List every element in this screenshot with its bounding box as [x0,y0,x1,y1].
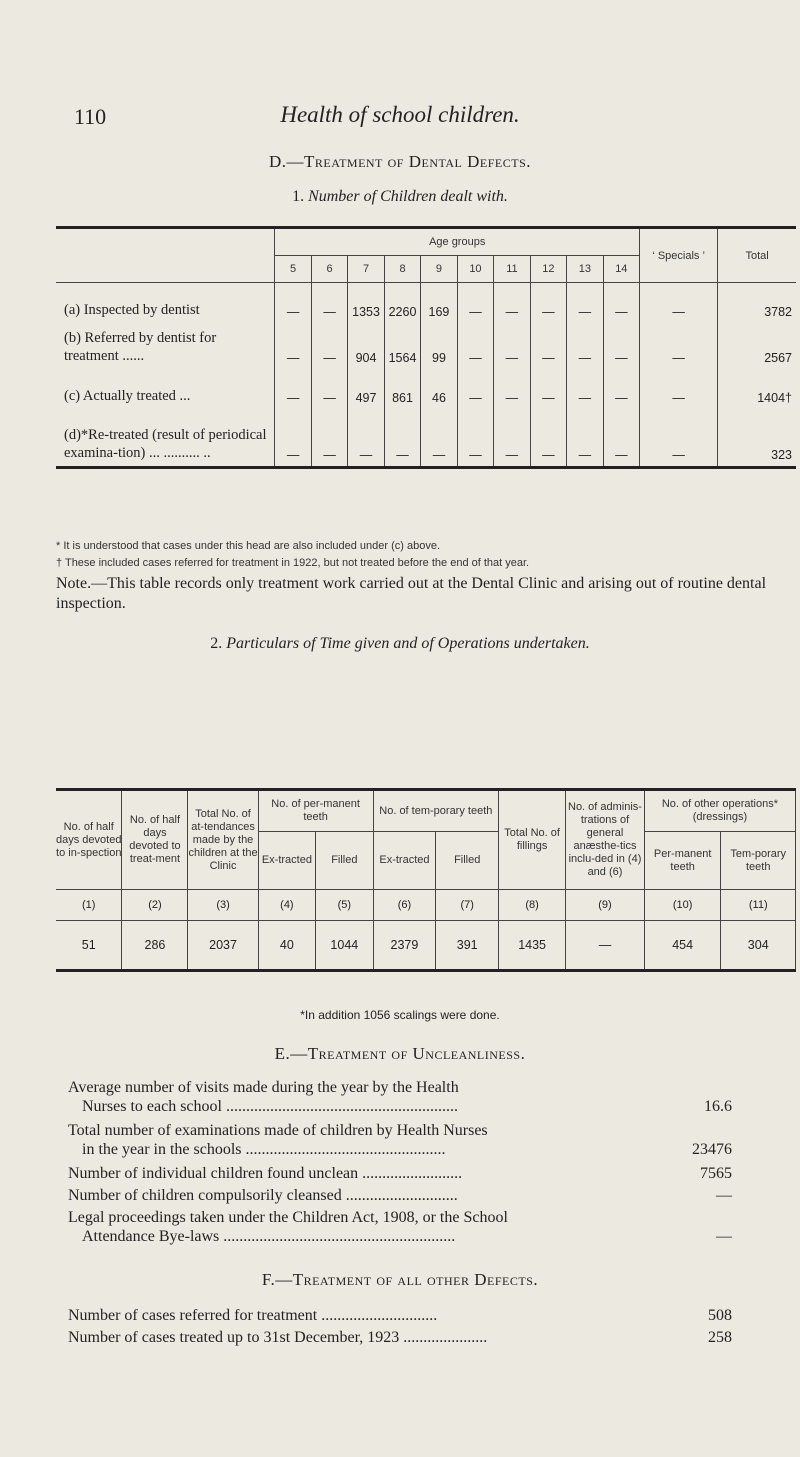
page-number: 110 [74,104,107,129]
age-value-cell: 2260 [384,283,420,324]
table1-number: 1. [292,188,305,205]
age-value-cell: — [311,323,347,369]
age-value-cell: — [275,409,311,467]
e-row-text: Number of children compulsorily cleansed ............................ [68,1187,458,1204]
e-row-value: — [716,1187,732,1204]
e-row-text: Average number of visits made during the year by the Health [68,1079,459,1096]
age-value-cell: — [494,369,530,409]
specials-cell: — [640,283,718,324]
specials-cell: — [640,323,718,369]
operations-value-cell: 454 [644,921,721,971]
age-header-cell: 8 [384,256,420,283]
age-value-cell: 99 [421,323,457,369]
age-value-cell: 904 [348,323,384,369]
row-label: (a) Inspected by dentist [64,302,200,318]
table1-title [0,188,800,206]
age-value-cell: — [421,409,457,467]
f-row-referred [68,1306,732,1325]
age-value-cell: — [530,409,566,467]
column-number-cell: (6) [373,890,436,921]
header-other-temporary: Tem-porary teeth [721,832,796,890]
age-value-cell: — [311,369,347,409]
table1-note [56,574,796,614]
operations-value-cell: 286 [122,921,188,971]
header-temp-filled: Filled [436,832,499,890]
column-number-cell: (8) [499,890,566,921]
row-label: (c) Actually treated ... [64,388,191,404]
age-header-cell: 14 [603,256,639,283]
row-label-header [56,228,275,283]
age-header-cell: 10 [457,256,493,283]
header-other-operations: No. of other operations* (dressings) [644,790,795,832]
age-value-cell: — [567,323,603,369]
header-half-days-inspection: No. of half days devoted to in-spection [56,790,122,890]
age-value-cell: 1353 [348,283,384,324]
age-header-cell: 7 [348,256,384,283]
age-header-cell: 6 [311,256,347,283]
total-cell: 323 [718,409,796,467]
e-row-text-cont: in the year in the schools .................................................. [82,1141,446,1158]
e-row-value: 16.6 [704,1098,732,1115]
operations-table [56,788,796,972]
f-row-text: Number of cases treated up to 31st December, 1923 ..................... [68,1329,488,1346]
age-value-cell: 497 [348,369,384,409]
age-value-cell: — [567,409,603,467]
header-total-attendances: Total No. of at-tendances made by the children at the Clinic [188,790,258,890]
column-number-cell: (4) [258,890,315,921]
total-cell: 2567 [718,323,796,369]
children-dealt-with-table [56,226,796,469]
table-row [56,369,796,409]
age-value-cell: — [530,283,566,324]
operations-value-cell: — [566,921,645,971]
header-perm-filled: Filled [316,832,373,890]
age-value-cell: — [603,369,639,409]
header-temporary-teeth: No. of tem-porary teeth [373,790,499,832]
header-half-days-treatment: No. of half days devoted to treat-ment [122,790,188,890]
total-cell: 3782 [718,283,796,324]
e-row-examinations [68,1121,732,1159]
age-value-cell: — [567,283,603,324]
specials-header: ‘ Specials ’ [640,228,718,283]
age-header-cell: 5 [275,256,311,283]
section-f-heading: F.—Treatment of all other Defects. [261,1270,539,1289]
e-row-value: — [716,1228,732,1245]
operations-value-cell: 2379 [373,921,436,971]
e-row-text: Number of individual children found unclean ......................... [68,1165,463,1182]
total-cell: 1404† [718,369,796,409]
note-text: Note.—This table records only treatment work carried out at the Dental Clinic and arising out of routine dental inspection. [56,575,767,612]
operations-value-cell: 1435 [499,921,566,971]
e-row-text-cont: Nurses to each school .......................................................... [82,1098,458,1115]
age-value-cell: — [530,323,566,369]
age-value-cell: — [567,369,603,409]
age-value-cell: 46 [421,369,457,409]
column-number-cell: (2) [122,890,188,921]
column-number-cell: (9) [566,890,645,921]
age-value-cell: — [603,323,639,369]
header-temp-extracted: Ex-tracted [373,832,436,890]
header-permanent-teeth: No. of per-manent teeth [258,790,373,832]
table2-number: 2. [210,635,223,652]
age-value-cell: — [384,409,420,467]
table2-title [0,635,800,653]
operations-value-cell: 391 [436,921,499,971]
operations-value-cell: 51 [56,921,122,971]
age-value-cell: — [457,369,493,409]
table-row [56,323,796,369]
table-row [56,409,796,467]
column-number-cell: (10) [644,890,721,921]
e-row-cleansed [68,1186,732,1205]
e-row-legal [68,1208,732,1246]
operations-value-cell: 304 [721,921,796,971]
age-value-cell: 169 [421,283,457,324]
specials-cell: — [640,369,718,409]
row-label: (d)*Re-treated (result of periodical examina-tion) ... .......... .. [64,426,267,461]
age-value-cell: — [494,409,530,467]
table1-caption: Number of Children dealt with. [308,188,508,205]
column-number-cell: (5) [316,890,373,921]
age-value-cell: — [494,283,530,324]
column-number-cell: (7) [436,890,499,921]
age-value-cell: — [457,283,493,324]
age-value-cell: — [530,369,566,409]
age-header-cell: 9 [421,256,457,283]
age-value-cell: — [311,283,347,324]
total-header: Total [718,228,796,283]
e-row-text: Total number of examinations made of children by Health Nurses [68,1122,488,1139]
age-groups-header: Age groups [275,228,640,256]
header-total-fillings: Total No. of fillings [499,790,566,890]
age-value-cell: — [348,409,384,467]
f-row-text: Number of cases referred for treatment ............................. [68,1307,438,1324]
specials-cell: — [640,409,718,467]
e-row-value: 23476 [692,1141,732,1158]
age-value-cell: 1564 [384,323,420,369]
age-header-cell: 13 [567,256,603,283]
running-title: Health of school children. [280,102,520,127]
age-header-cell: 12 [530,256,566,283]
f-row-value: 508 [708,1307,732,1324]
table1-footnote-2: † These included cases referred for treatment in 1922, but not treated before the end of that year. [56,557,530,569]
header-other-permanent: Per-manent teeth [644,832,721,890]
age-value-cell: — [457,323,493,369]
header-anaesthetics: No. of adminis-trations of general anæsthe-tics inclu-ded in (4) and (6) [566,790,645,890]
column-number-cell: (11) [721,890,796,921]
e-row-text: Legal proceedings taken under the Children Act, 1908, or the School [68,1209,508,1226]
f-row-value: 258 [708,1329,732,1346]
table-row [56,283,796,324]
age-value-cell: — [275,369,311,409]
age-value-cell: — [311,409,347,467]
age-value-cell: — [603,409,639,467]
age-value-cell: 861 [384,369,420,409]
section-d-heading: D.—Treatment of Dental Defects. [268,152,531,171]
age-header-cell: 11 [494,256,530,283]
table2-caption: Particulars of Time given and of Operations undertaken. [226,635,590,652]
e-row-unclean [68,1164,732,1183]
operations-value-cell: 40 [258,921,315,971]
table1-footnote-1: * It is understood that cases under this head are also included under (c) above. [56,540,441,552]
e-row-value: 7565 [700,1165,732,1182]
age-value-cell: — [457,409,493,467]
f-row-treated [68,1328,732,1347]
column-number-cell: (1) [56,890,122,921]
column-number-cell: (3) [188,890,258,921]
scalings-footnote: *In addition 1056 scalings were done. [300,1008,500,1022]
row-label: (b) Referred by dentist for treatment ...... [64,330,217,364]
operations-value-cell: 2037 [188,921,258,971]
section-e-heading: E.—Treatment of Uncleanliness. [274,1044,526,1063]
age-value-cell: — [275,283,311,324]
header-perm-extracted: Ex-tracted [258,832,315,890]
age-value-cell: — [494,323,530,369]
age-value-cell: — [275,323,311,369]
e-row-text-cont: Attendance Bye-laws .......................................................... [82,1228,456,1245]
age-value-cell: — [603,283,639,324]
e-row-visits [68,1078,732,1116]
operations-value-cell: 1044 [316,921,373,971]
